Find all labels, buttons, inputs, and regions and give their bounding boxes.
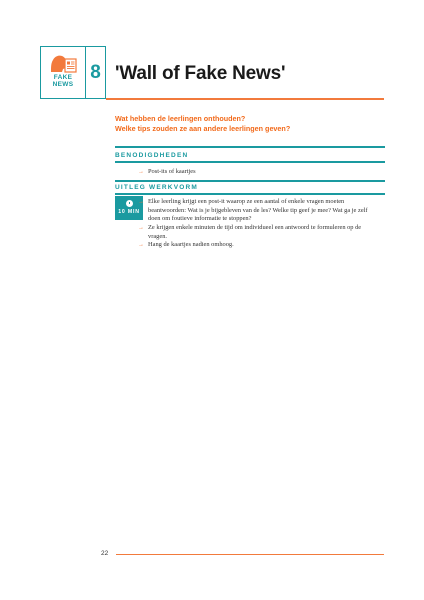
workform-bottom-rule [115, 193, 385, 195]
duration-label: 10 MIN [118, 209, 140, 215]
workform-heading: UITLEG WERKVORM [115, 184, 198, 191]
chapter-number-cell [86, 47, 105, 98]
logo-text [43, 74, 83, 88]
materials-heading: BENODIGDHEDEN [115, 152, 189, 159]
chapter-header-box [40, 46, 106, 99]
workform-step-1 [138, 198, 376, 224]
materials-item-text: Post-its of kaartjes [148, 168, 196, 175]
title-underline [106, 98, 384, 100]
arrow-icon: → [138, 199, 144, 205]
arrow-icon: → [138, 169, 144, 175]
person-newspaper-icon [47, 52, 79, 74]
question-2: Welke tips zouden ze aan andere leerlingen geven? [115, 124, 291, 133]
workform-step-1-text: Elke leerling krijgt een post-it waarop ze een aantal of enkele vragen moeten beantwoorden: Wat is je bijgebleven van de les? Welke tip geef je mee? Wat ga je zelf doen om foutieve informatie te stoppen? [148, 198, 368, 223]
clock-icon [126, 200, 133, 207]
workform-step-2-text: Ze krijgen enkele minuten de tijd om individueel een antwoord te formuleren op de vragen. [148, 224, 362, 240]
logo-line-fake: FAKE [53, 74, 73, 81]
logo-line-news: NEWS [52, 81, 74, 88]
workform-step-3 [138, 241, 376, 250]
fake-news-logo [41, 47, 86, 98]
reflection-questions [115, 114, 290, 134]
page-title: 'Wall of Fake News' [115, 63, 286, 84]
page-number: 22 [101, 550, 109, 557]
arrow-icon: → [138, 225, 144, 231]
workform-step-3-text: Hang de kaartjes nadien omhoog. [148, 241, 234, 248]
workform-step-2 [138, 224, 376, 241]
materials-top-rule [115, 146, 385, 148]
materials-item [138, 168, 376, 177]
chapter-number: 8 [90, 61, 101, 83]
question-1: Wat hebben de leerlingen onthouden? [115, 114, 246, 123]
arrow-icon: → [138, 242, 144, 248]
workform-top-rule [115, 180, 385, 182]
footer-rule [116, 554, 384, 555]
materials-bottom-rule [115, 161, 385, 163]
